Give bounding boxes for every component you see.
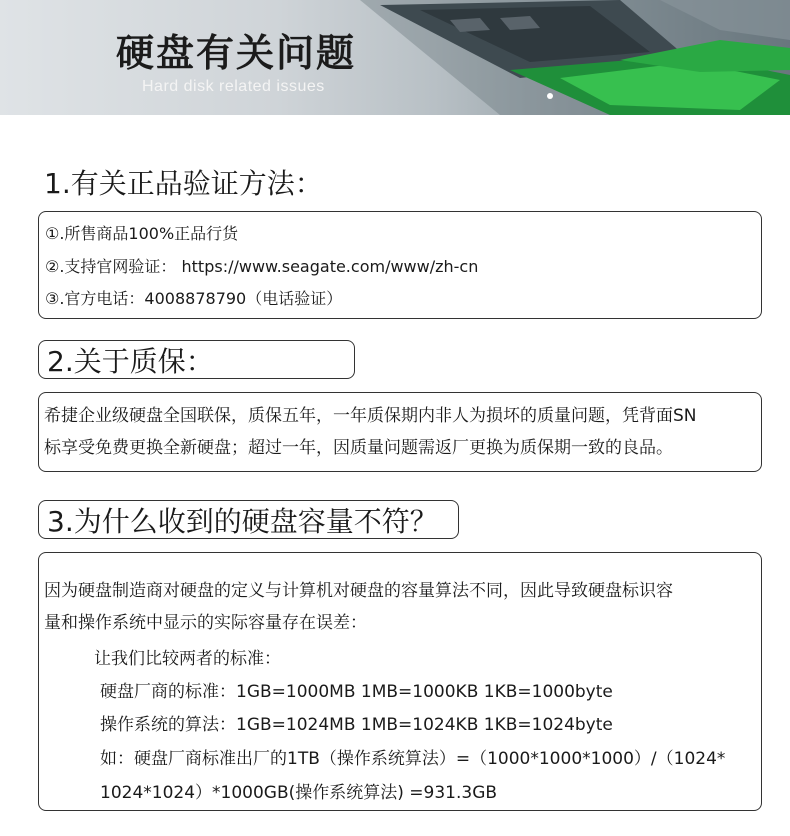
- section2-line: 希捷企业级硬盘全国联保，质保五年，一年质保期内非人为损坏的质量问题，凭背面SN: [44, 406, 697, 426]
- header-banner: [0, 0, 790, 115]
- section2-box: [38, 392, 762, 472]
- section3-title: 3.为什么收到的硬盘容量不符？: [38, 500, 459, 539]
- section3-line: 硬盘厂商的标准：1GB=1000MB 1MB=1000KB 1KB=1000byte: [100, 682, 613, 702]
- section1-title: 1.有关正品验证方法：: [44, 167, 323, 200]
- section1-item: ③.官方电话：4008878790（电话验证）: [45, 289, 343, 308]
- ssd-illustration: [360, 0, 790, 115]
- section3-line: 1024*1024）*1000GB(操作系统算法) =931.3GB: [100, 783, 498, 803]
- section3-line: 操作系统的算法：1GB=1024MB 1MB=1024KB 1KB=1024byte: [100, 715, 613, 735]
- section1-box: [38, 211, 762, 319]
- section1-item: ②.支持官网验证： https://www.seagate.com/www/zh-cn: [45, 257, 479, 276]
- page-title: 硬盘有关问题: [116, 31, 357, 75]
- section2-title: 2.关于质保：: [38, 340, 355, 379]
- section3-line: 因为硬盘制造商对硬盘的定义与计算机对硬盘的容量算法不同，因此导致硬盘标识容: [44, 581, 673, 601]
- section3-line: 量和操作系统中显示的实际容量存在误差：: [44, 613, 367, 633]
- section1-item: ①.所售商品100%正品行货: [45, 224, 239, 243]
- section3-box: [38, 552, 762, 811]
- page-subtitle: Hard disk related issues: [142, 78, 325, 95]
- section3-line: 让我们比较两者的标准：: [94, 649, 281, 669]
- section2-line: 标享受免费更换全新硬盘；超过一年，因质量问题需返厂更换为质保期一致的良品。: [44, 438, 673, 458]
- section3-line: 如：硬盘厂商标准出厂的1TB（操作系统算法）=（1000*1000*1000）/（1024*: [100, 749, 726, 769]
